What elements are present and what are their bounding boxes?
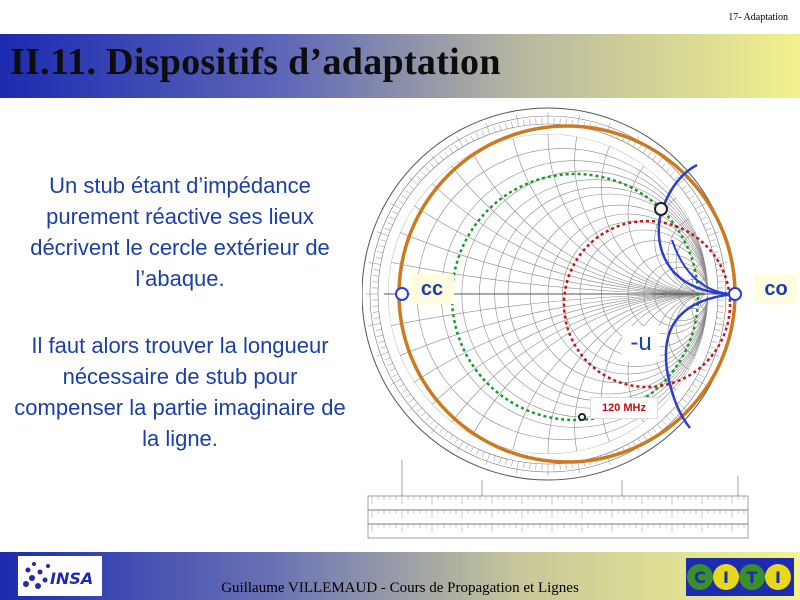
scale-tick (445, 432, 449, 437)
scale-tick (406, 191, 411, 195)
scale-tick (511, 460, 512, 466)
scale-tick (385, 358, 391, 360)
scale-tick (643, 435, 646, 440)
scale-tick (566, 463, 567, 469)
scale-tick (703, 222, 708, 224)
citi-letter-i: I (723, 568, 729, 587)
scale-tick (662, 420, 666, 424)
citi-logo (686, 558, 794, 596)
paragraph-stub-locus: Un stub étant d’impédance purement réactive ses lieux décrivent le cercle extérieur de l’abaque. (30, 173, 330, 291)
scale-tick (376, 329, 382, 330)
scale-tick (445, 152, 449, 157)
scale-tick (701, 369, 706, 372)
scale-tick (374, 318, 380, 319)
scale-tick (471, 136, 474, 141)
scale-tick (430, 420, 434, 424)
footer-text: Guillaume VILLEMAUD - Cours de Propagation et Lignes (221, 580, 579, 596)
scale-tick (421, 412, 425, 416)
scale-tick (381, 347, 387, 349)
scale-tick (377, 232, 388, 236)
scale-tick (377, 251, 383, 252)
scale-tick (670, 172, 674, 176)
scale-tick (476, 133, 478, 138)
scale-tick (717, 276, 723, 277)
scale-tick (698, 211, 703, 214)
scale-tick (393, 374, 398, 377)
red-locus-circle (564, 221, 730, 387)
scale-tick (516, 461, 518, 473)
scale-tick (455, 145, 458, 150)
scale-tick (714, 257, 720, 258)
scale-tick (713, 251, 719, 252)
scale-tick (390, 369, 395, 372)
scale-tick (426, 167, 430, 171)
smith-grid-arc (548, 100, 800, 294)
scale-tick (455, 438, 458, 443)
scale-tick (682, 186, 687, 190)
paragraph-stub-length: Il faut alors trouver la longueur nécessaire de stub pour compenser la partie imaginaire de la ligne. (14, 333, 346, 451)
scale-tick (399, 384, 404, 387)
scale-tick (516, 115, 518, 127)
citi-letter-c: C (694, 568, 706, 587)
smith-chart-diagram (362, 100, 800, 552)
scale-tick (374, 270, 380, 271)
svg-text:INSA: INSA (50, 569, 94, 588)
scale-tick (666, 416, 670, 420)
scale-tick (648, 432, 652, 437)
smith-grid-arc (362, 294, 800, 552)
scale-tick (643, 148, 646, 153)
scale-tick (465, 444, 468, 449)
scale-tick (710, 347, 716, 349)
scale-tick (494, 127, 496, 133)
minus-u-label: -u (622, 326, 660, 362)
scale-tick (376, 257, 382, 258)
smith-grid-arc (362, 294, 800, 552)
scale-tick (409, 399, 414, 403)
scale-tick (698, 374, 703, 377)
scale-tick (711, 245, 717, 247)
cc-point (396, 288, 408, 300)
citi-letter-i2: I (775, 568, 781, 587)
scale-tick (450, 148, 453, 153)
co-point (729, 288, 741, 300)
smith-grid-arc (362, 294, 800, 552)
scale-tick (409, 186, 414, 190)
scale-tick (377, 335, 383, 336)
smith-grid (362, 100, 800, 552)
scale-tick (715, 324, 727, 326)
scale-tick (717, 312, 723, 313)
scale-tick (716, 270, 722, 271)
scale-tick (524, 462, 525, 468)
citi-letter-t: T (746, 568, 758, 587)
scale-tick (421, 172, 425, 176)
chapter-label: 17- Adaptation (728, 12, 788, 23)
scale-tick (499, 457, 501, 463)
scale-tick (689, 389, 694, 392)
scale-tick (714, 329, 720, 330)
scale-tick (505, 123, 506, 129)
scale-tick (708, 232, 719, 236)
scale-tick (482, 131, 484, 137)
scale-tick (387, 363, 392, 365)
scale-tick (648, 152, 652, 157)
scale-tick (670, 412, 674, 416)
scale-tick (450, 435, 453, 440)
scale-tick (689, 196, 694, 199)
scale-tick (417, 408, 421, 412)
scale-tick (715, 262, 727, 264)
scale-tick (666, 167, 670, 171)
cc-label: cc (410, 274, 454, 304)
co-label: co (754, 274, 798, 304)
smith-grid-arc (628, 294, 788, 454)
scale-tick (494, 456, 496, 462)
scale-tick (530, 119, 531, 125)
scale-tick (638, 438, 641, 443)
scale-tick (379, 245, 385, 247)
scale-tick (499, 125, 501, 131)
scale-tick (711, 341, 717, 343)
scale-tick (381, 240, 387, 242)
scale-tick (387, 222, 392, 224)
scale-tick (390, 217, 395, 220)
frequency-label: 120 MHz (590, 397, 658, 419)
scale-tick (379, 341, 385, 343)
scale-tick (377, 352, 388, 356)
scale-tick (369, 324, 381, 326)
scale-tick (662, 163, 666, 167)
scale-tick (686, 394, 691, 398)
scale-tick (706, 228, 712, 230)
match-point (655, 203, 667, 215)
scale-tick (701, 217, 706, 220)
scale-tick (566, 119, 567, 125)
scale-tick (524, 120, 525, 126)
scale-tick (713, 335, 719, 336)
scale-tick (692, 384, 697, 387)
scale-tick (505, 459, 506, 465)
scale-tick (686, 191, 691, 195)
scale-tick (653, 428, 657, 433)
scale-tick (393, 211, 398, 214)
smith-grid-arc (362, 294, 800, 552)
scale-tick (440, 428, 444, 433)
scale-tick (373, 276, 379, 277)
scale-tick (486, 123, 490, 134)
scale-tick (373, 312, 379, 313)
scale-tick (692, 201, 697, 204)
scale-tick (682, 399, 687, 403)
scale-tick (402, 196, 407, 199)
scale-tick (440, 155, 444, 160)
scale-tick (482, 452, 484, 458)
scale-tick (399, 201, 404, 204)
scale-tick (476, 449, 478, 454)
scale-tick (530, 463, 531, 469)
scale-tick (426, 416, 430, 420)
scale-tick (465, 139, 468, 144)
slide-title: II.11. Dispositifs d’adaptation (10, 41, 501, 83)
scale-tick (471, 447, 474, 452)
scale-tick (369, 262, 381, 264)
scale-tick (402, 389, 407, 392)
scale-tick (511, 122, 512, 128)
load-point (579, 414, 585, 420)
scale-tick (385, 228, 391, 230)
scale-tick (486, 454, 490, 465)
scale-tick (710, 240, 716, 242)
scale-tick (417, 176, 421, 180)
scale-tick (430, 163, 434, 167)
scale-tick (653, 155, 657, 160)
scale-tick (406, 394, 411, 398)
scale-tick (716, 318, 722, 319)
scale-tick (638, 145, 641, 150)
smith-grid-arc (628, 134, 788, 294)
